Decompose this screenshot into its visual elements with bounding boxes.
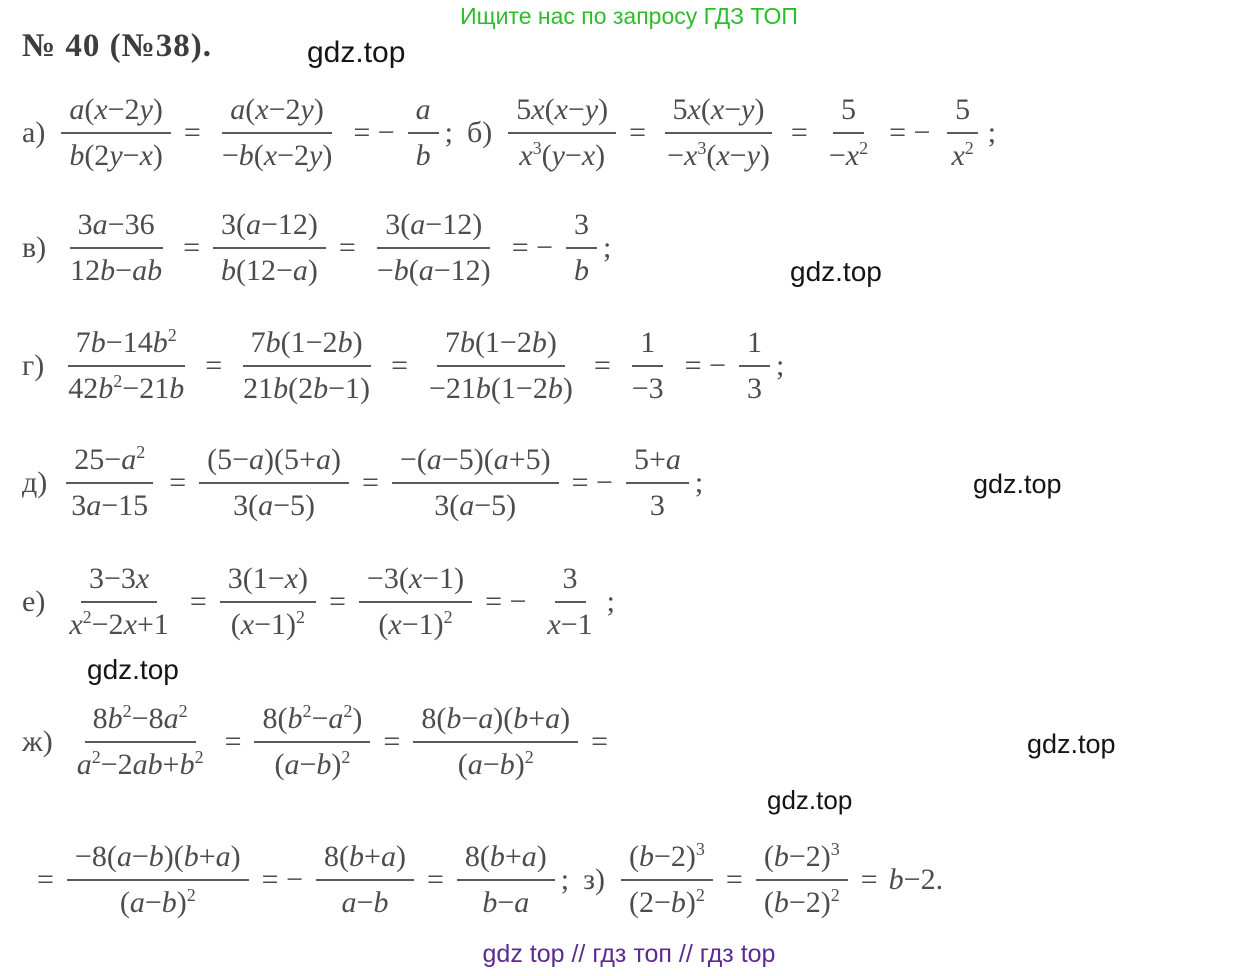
item-label: ж) (22, 725, 53, 758)
fraction-denominator: $(2-b)^2$ (628, 885, 705, 919)
fraction-denominator: 12b−ab (70, 254, 163, 287)
fraction (408, 91, 439, 174)
operator: = (328, 585, 346, 618)
operator: ; (606, 585, 616, 618)
equation-row-6 (22, 685, 617, 799)
equation-row-2 (22, 191, 625, 305)
fraction-denominator: a−b (341, 886, 389, 919)
fraction (566, 206, 597, 289)
operator: = (725, 863, 743, 896)
fraction-numerator: $(b-2)^3$ (756, 838, 848, 881)
operator: = (426, 863, 444, 896)
operator: = (591, 725, 609, 758)
item-label: е) (22, 585, 46, 618)
fraction (508, 91, 616, 174)
fraction-numerator: 3(1−x) (220, 560, 316, 603)
fraction (316, 838, 414, 921)
item-label: д) (22, 466, 48, 499)
fraction-numerator: (5−a)(5+a) (199, 441, 349, 484)
fraction-denominator: b−a (482, 886, 530, 919)
fraction (213, 206, 326, 289)
operator: = (224, 725, 242, 758)
watermark-gdz-top-5: gdz.top (1027, 729, 1116, 759)
fraction (61, 560, 177, 643)
fraction (235, 324, 378, 407)
fraction (756, 838, 848, 921)
fraction-numerator: 3 (555, 560, 586, 603)
fraction-denominator: 3(a−5) (434, 489, 517, 522)
fraction-denominator: b(2y−x) (69, 139, 163, 172)
fraction-denominator: $(b-2)^2$ (763, 885, 840, 919)
fraction-denominator: b (415, 139, 431, 172)
fraction-numerator: $8b^2-8a^2$ (85, 700, 196, 743)
problem-number-heading: № 40 (№38). (22, 28, 213, 64)
fraction-numerator: 3a−36 (70, 206, 163, 249)
fraction-denominator: $(a-b)^2$ (274, 747, 351, 781)
watermark-gdz-top-6: gdz.top (767, 785, 853, 815)
item-label: з) (583, 863, 605, 896)
fraction-numerator: −(a−5)(a+5) (392, 441, 559, 484)
equation-row-5 (22, 545, 629, 659)
fraction (421, 324, 581, 407)
operator: = − (261, 863, 304, 896)
operator: = − (485, 585, 527, 618)
watermark-gdz-top-4: gdz.top (87, 654, 179, 685)
fraction (60, 324, 192, 407)
fraction-numerator: 3(a−12) (377, 206, 490, 249)
operator: = (593, 349, 611, 382)
fraction-denominator: $a^2-2ab+b^2$ (76, 747, 204, 781)
fraction-denominator: 21b(2b−1) (243, 372, 371, 405)
operator: = (629, 116, 647, 149)
equation-row-1 (22, 76, 1010, 190)
operator: = (860, 863, 878, 896)
fraction (220, 560, 316, 643)
operator: = (183, 231, 200, 264)
fraction-denominator: $x^2$ (951, 138, 974, 172)
fraction-numerator: 3−3x (81, 560, 157, 603)
item-label: а) (22, 116, 46, 149)
fraction-numerator: 5+a (626, 441, 689, 484)
operator: ; (987, 116, 997, 149)
fraction (821, 91, 876, 174)
operator: = (338, 231, 356, 264)
fraction (359, 560, 472, 643)
fraction-numerator: a(x−2y) (61, 91, 171, 134)
fraction-denominator: 3 (747, 372, 763, 405)
fraction-denominator: 3 (649, 489, 665, 522)
equation-row-3 (22, 309, 798, 423)
fraction-numerator: 5x(x−y) (665, 91, 773, 134)
fraction (392, 441, 559, 524)
fraction-numerator: 8(b+a) (457, 838, 555, 881)
equation-row-4 (22, 426, 717, 540)
fraction-denominator: $x^3(y-x)$ (519, 138, 606, 172)
fraction-numerator: $(b-2)^3$ (621, 838, 713, 881)
fraction-numerator: 3 (566, 206, 597, 249)
fraction-numerator: −8(a−b)(b+a) (67, 838, 249, 881)
operator: = (169, 466, 187, 499)
fraction (369, 206, 499, 289)
watermark-gdz-top-3: gdz.top (973, 469, 1062, 499)
item-label: в) (22, 231, 47, 264)
operator: = (790, 116, 808, 149)
fraction (659, 91, 778, 174)
fraction-numerator: 3(a−12) (213, 206, 326, 249)
fraction-numerator: $7b-14b^2$ (68, 324, 185, 367)
operator: = (37, 863, 54, 896)
fraction-numerator: −3(x−1) (359, 560, 472, 603)
fraction-denominator: −3 (631, 372, 664, 405)
fraction-numerator: 5 (833, 91, 864, 134)
item-label: г) (22, 349, 45, 382)
operator: = − (889, 116, 931, 149)
fraction (62, 206, 170, 289)
fraction-denominator: −b(x−2y) (221, 139, 333, 172)
fraction-denominator: $(a-b)^2$ (119, 885, 196, 919)
fraction (254, 700, 370, 783)
operator: ; (694, 466, 704, 499)
fraction-denominator: $42b^2-21b$ (68, 371, 185, 405)
operator: = − (684, 349, 727, 382)
fraction-numerator: 5x(x−y) (508, 91, 616, 134)
fraction-denominator: x−1 (547, 608, 593, 641)
operator: ; (776, 349, 785, 382)
operator: = (361, 466, 379, 499)
fraction (624, 324, 672, 407)
fraction-denominator: 3(a−5) (233, 489, 315, 522)
watermark-gdz-top-2: gdz.top (790, 256, 882, 287)
fraction-numerator: $25-a^2$ (66, 441, 153, 484)
fraction (943, 91, 981, 174)
operator: ; (603, 231, 612, 264)
fraction (63, 441, 156, 524)
fraction-denominator: $(x-1)^2$ (378, 607, 453, 641)
fraction-numerator: 8(b+a) (316, 838, 414, 881)
fraction-numerator: 8(b−a)(b+a) (413, 700, 578, 743)
fraction (539, 560, 600, 643)
fraction-numerator: 5 (947, 91, 978, 134)
fraction-denominator: $(x-1)^2$ (230, 607, 305, 641)
fraction-denominator: b(12−a) (221, 254, 318, 287)
fraction (199, 441, 349, 524)
fraction-denominator: 3a−15 (71, 489, 149, 522)
fraction-denominator: $(a-b)^2$ (457, 747, 534, 781)
operator: = − (571, 466, 613, 499)
fraction-numerator: a (408, 91, 439, 134)
item-label: б) (467, 116, 493, 149)
fraction-denominator: $-x^2$ (828, 138, 869, 172)
result-expression: b−2. (888, 863, 944, 896)
operator: = − (511, 231, 554, 264)
fraction-numerator: $8(b^2-a^2)$ (254, 700, 370, 743)
fraction-denominator: b (574, 254, 590, 287)
fraction (69, 700, 212, 783)
fraction (67, 838, 249, 921)
fraction (61, 91, 171, 174)
operator: ; (444, 116, 453, 149)
fraction (739, 324, 770, 407)
operator: = − (353, 116, 395, 149)
fraction (457, 838, 555, 921)
fraction-numerator: 1 (632, 324, 663, 367)
operator: ; (560, 863, 570, 896)
fraction-numerator: 7b(1−2b) (437, 324, 565, 367)
top-banner-text: Ищите нас по запросу ГДЗ ТОП (460, 3, 798, 29)
operator: = (183, 116, 201, 149)
equation-row-7 (28, 823, 943, 937)
operator: = (189, 585, 207, 618)
operator: = (383, 725, 401, 758)
fraction (413, 700, 578, 783)
fraction-numerator: 7b(1−2b) (243, 324, 371, 367)
fraction-denominator: $x^2-2x+1$ (69, 607, 169, 641)
footer-text: gdz top // гдз топ // гдз top (482, 940, 776, 968)
fraction-denominator: $-x^3(x-y)$ (667, 138, 770, 172)
fraction (621, 838, 713, 921)
operator: = (205, 349, 223, 382)
fraction-numerator: a(x−2y) (222, 91, 332, 134)
fraction (214, 91, 341, 174)
watermark-gdz-top-1: gdz.top (307, 36, 406, 69)
fraction-denominator: −21b(1−2b) (428, 372, 573, 405)
fraction-numerator: 1 (739, 324, 770, 367)
fraction-denominator: −b(a−12) (376, 254, 491, 287)
operator: = (391, 349, 408, 382)
fraction (626, 441, 689, 524)
